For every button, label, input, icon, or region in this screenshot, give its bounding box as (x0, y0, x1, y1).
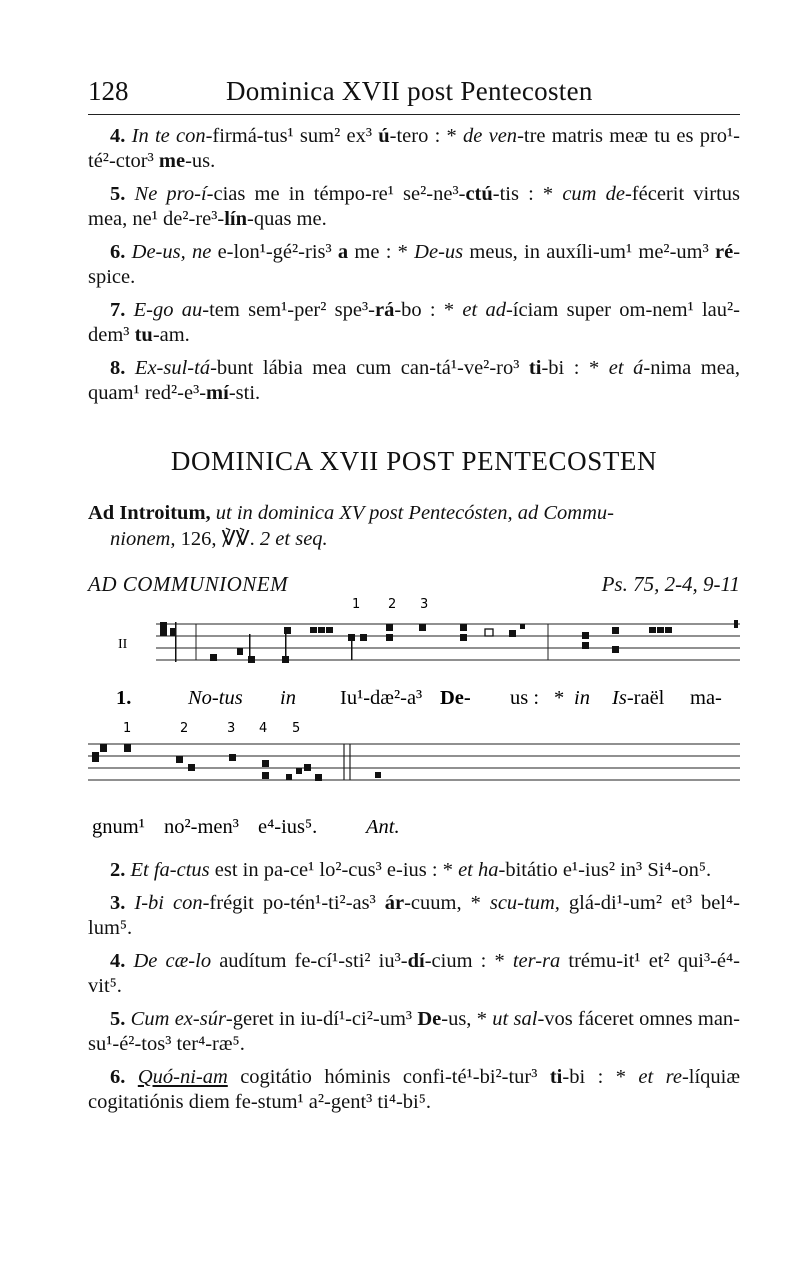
verse-text: ú (378, 125, 390, 147)
verse-text: me (158, 150, 186, 172)
verse-item (88, 949, 740, 999)
lyric-syllable: Iu¹-dæ²-a³ (340, 687, 423, 709)
verse-text: -sti. (228, 382, 261, 404)
neume (188, 764, 195, 771)
lyric-syllable: in (280, 687, 296, 709)
verse-text: I-bi con (134, 892, 203, 914)
running-title: Dominica XVII post Pentecosten (226, 76, 593, 106)
verse-text: ter-ra (512, 950, 561, 972)
lyric-syllable: in (574, 687, 590, 709)
neume (176, 756, 183, 763)
lyric-syllable: * (554, 687, 565, 709)
lyric-syllable (611, 687, 665, 709)
verse-item (88, 356, 740, 406)
neume (315, 774, 322, 781)
custos (734, 620, 738, 628)
neume (286, 774, 292, 780)
verse-number: 8. (110, 357, 126, 379)
clef-stem (175, 622, 177, 662)
verse-text: meus, in auxíli-um¹ (463, 241, 633, 263)
lyric-syllable: -raël (626, 687, 665, 709)
staff-number: 5 (292, 721, 301, 736)
introit-text: 2 et seq. (254, 528, 328, 550)
verse-item (88, 298, 740, 348)
lyric-syllable: 1. (116, 687, 132, 709)
verse-text: -tem sem¹-per² spe³- (202, 299, 375, 321)
verse-item (88, 891, 740, 941)
introit-note (88, 500, 740, 552)
verse-text: -spice. (88, 241, 741, 288)
verse-text: Ne pro-í (134, 183, 207, 205)
verse-text: De cæ-lo (133, 950, 212, 972)
neume (284, 627, 291, 634)
staff-number: 3 (227, 721, 236, 736)
verse-text: -tre matris (517, 125, 603, 147)
neume (520, 624, 525, 629)
verse-text: dí (407, 950, 425, 972)
neume-stem (351, 634, 353, 660)
verse-text: -bitátio e¹-ius² (498, 859, 615, 881)
verse-text: lín (224, 208, 248, 230)
neume (262, 772, 269, 779)
verse-text: et (638, 1066, 654, 1088)
verse-text: et (608, 357, 624, 379)
staff-number: 3 (420, 597, 429, 612)
verse-text: -us, * (441, 1008, 493, 1030)
neume (229, 754, 236, 761)
communion-label: AD COMMUNIONEM (88, 572, 289, 596)
neume (419, 624, 426, 631)
verse-text: e-lon¹-gé²-ris³ (211, 241, 338, 263)
introit-text: nionem, (110, 528, 176, 550)
verse-text: et ha (458, 859, 499, 881)
verse-text: ti (549, 1066, 563, 1088)
verses-bottom (88, 858, 740, 1115)
verse-item (88, 240, 740, 290)
verse-text: -bo : * (394, 299, 463, 321)
verse-text: Cum ex-súr (130, 1008, 226, 1030)
verse-text: -nima mea, quam¹ red²-e³- (88, 357, 741, 404)
verse-item (88, 124, 740, 174)
verse-text: et ad (462, 299, 506, 321)
verse-text: -cium : * (424, 950, 513, 972)
verse-text: á (633, 357, 644, 379)
verse-text: Quó-ni-am (137, 1066, 228, 1088)
introit-text: ut in dominica XV post Pentecósten, ad Commu- (210, 502, 614, 524)
introit-text: 126, (175, 528, 222, 550)
verse-text: scu-tum, (489, 892, 560, 914)
verse-text: -tis : * (492, 183, 563, 205)
verse-text: cum de (562, 183, 625, 205)
verse-text: -us. (185, 150, 216, 172)
neume (665, 627, 672, 633)
verse-text: virtus mea, ne¹ de²-re³- (88, 183, 740, 230)
verse-text: -bunt lábia mea cum can-tá¹-ve²-ro³ (210, 357, 529, 379)
lyric-syllable: De- (440, 687, 471, 709)
verse-text: -íciam super om-nem¹ (505, 299, 694, 321)
clef-mark (160, 622, 167, 636)
verse-text: -tero : * (389, 125, 464, 147)
verse-item (88, 858, 740, 883)
verse-text: -bi : * (562, 1066, 639, 1088)
verse-text: Et fa-ctus (130, 859, 210, 881)
verse-text: trému-it¹ (560, 950, 641, 972)
neume (460, 624, 467, 631)
verse-text: -quas me. (247, 208, 327, 230)
neume (262, 760, 269, 767)
neume (296, 768, 302, 774)
verse-number: 5. (110, 183, 126, 205)
verse-number: 2. (110, 859, 126, 881)
verse-item (88, 1065, 740, 1115)
neume (326, 627, 333, 633)
verse-text: -cias me in témpo-re¹ se²-ne³- (206, 183, 466, 205)
verse-text: De-us (414, 241, 464, 263)
verse-number: 7. (110, 299, 126, 321)
lyric-syllable: Ant. (366, 816, 400, 838)
neume-stem (285, 630, 287, 660)
chant-staff-2 (0, 712, 788, 840)
verse-text: De-us, ne (131, 241, 212, 263)
verse-number: 6. (110, 1066, 126, 1088)
neume (210, 654, 217, 661)
psalm-reference: Ps. 75, 2-4, 9-11 (601, 572, 740, 596)
verse-text: ut sal (492, 1008, 538, 1030)
running-header (88, 76, 740, 116)
neumes (160, 620, 738, 663)
verse-text: In te con (131, 125, 206, 147)
lyric-syllable: e⁴-ius⁵. (258, 816, 318, 838)
verses-top (88, 124, 740, 406)
neume (100, 744, 107, 752)
staff-lines (88, 744, 740, 780)
verse-text: ár (384, 892, 405, 914)
verse-text: est in pa-ce¹ lo²-cus³ e-ius : * (209, 859, 459, 881)
lyrics-1 (116, 687, 722, 709)
neume (386, 624, 393, 631)
verse-text: ctú (465, 183, 493, 205)
verse-text: Ex-sul-tá (134, 357, 211, 379)
neume (310, 627, 317, 633)
verse-item (88, 182, 740, 232)
lyric-syllable: ma- (690, 687, 722, 709)
staff-number: 4 (259, 721, 268, 736)
staff-number: 1 (123, 721, 132, 736)
verse-text: -bi : * (541, 357, 609, 379)
verse-text: mí (206, 382, 229, 404)
neume (124, 744, 131, 752)
neume (485, 629, 493, 636)
neume (657, 627, 664, 633)
verse-number: 4. (110, 950, 126, 972)
verse-text: -vos fáceret (537, 1008, 634, 1030)
neume (582, 642, 589, 649)
verse-text: rá (374, 299, 395, 321)
neumes (92, 744, 381, 781)
chant-staff-1 (0, 594, 788, 714)
verse-text: -cuum, * (404, 892, 490, 914)
section-heading: DOMINICA XVII POST PENTECOSTEN (170, 446, 658, 476)
verse-text: -líquiæ cogitatiónis diem fe-stum¹ a²-gent³ ti⁴-bi⁵. (88, 1066, 741, 1113)
verse-number: 4. (110, 125, 126, 147)
introit-label: Ad Introitum, (88, 502, 211, 524)
verse-text: in³ Si⁴-on⁵. (620, 859, 712, 881)
staff-number: 1 (352, 597, 361, 612)
page-number: 128 (88, 76, 129, 106)
verse-text: omnes man-su¹-é²-tos³ ter⁴-ræ⁵. (88, 1008, 741, 1055)
staff-number: 2 (388, 597, 397, 612)
neume (649, 627, 656, 633)
neume (318, 627, 325, 633)
lyrics-2 (92, 816, 400, 838)
verse-text: -fécerit (624, 183, 685, 205)
verse-number: 5. (110, 1008, 126, 1030)
neume (612, 627, 619, 634)
neume (237, 648, 243, 655)
verse-text: glá-di¹-um² (559, 892, 663, 914)
introit-continuation (88, 528, 328, 550)
verse-text: et³ bel⁴-lum⁵. (88, 892, 741, 939)
header-rule (88, 114, 740, 115)
verse-text: a (337, 241, 349, 263)
lyric-syllable: No-tus (188, 687, 243, 709)
neume (386, 634, 393, 641)
verse-text: E-go au (133, 299, 203, 321)
verse-text: cogitátio hóminis confi-té¹-bi²-tur³ (227, 1066, 550, 1088)
neume (509, 630, 516, 637)
verse-text: -am. (152, 324, 190, 346)
lyric-syllable: us : (510, 687, 540, 709)
neume (582, 632, 589, 639)
lyric-syllable: no²-men³ (164, 816, 239, 838)
verse-text: -geret in iu-dí¹-ci²-um³ (225, 1008, 418, 1030)
verse-text: de ven (463, 125, 518, 147)
neume (92, 752, 99, 762)
staff-number: 2 (180, 721, 189, 736)
verse-text: me²-um³ (638, 241, 715, 263)
verse-item (88, 1007, 740, 1057)
verse-text: -firmá-tus¹ sum² ex³ (205, 125, 379, 147)
verse-text: -frégit po-tén¹-ti²-as³ (202, 892, 385, 914)
neume (360, 634, 367, 641)
verse-number: 3. (110, 892, 126, 914)
neume (612, 646, 619, 653)
neume (460, 634, 467, 641)
verse-text: re (665, 1066, 682, 1088)
verse-text: audítum fe-cí¹-sti² iu³- (211, 950, 408, 972)
verse-text: ti (528, 357, 542, 379)
verse-text: De (417, 1008, 442, 1030)
mode-number: II (118, 637, 128, 652)
verse-text: ré (715, 241, 734, 263)
neume (304, 764, 311, 771)
neume-stem (249, 634, 251, 658)
verse-text: tu (134, 324, 153, 346)
verse-text: et² qui³-é⁴-vit⁵. (88, 950, 741, 997)
neume (375, 772, 381, 778)
lyric-syllable: Is (612, 687, 627, 709)
verse-text: me : * (348, 241, 415, 263)
verse-number: 6. (110, 241, 126, 263)
lyric-syllable: gnum¹ (92, 816, 145, 838)
verse-text: lau²-dem³ (88, 299, 741, 346)
versicle-sign: ℣℣. (221, 528, 255, 550)
verse-text: meæ tu es pro¹-té²-ctor³ (88, 125, 741, 172)
